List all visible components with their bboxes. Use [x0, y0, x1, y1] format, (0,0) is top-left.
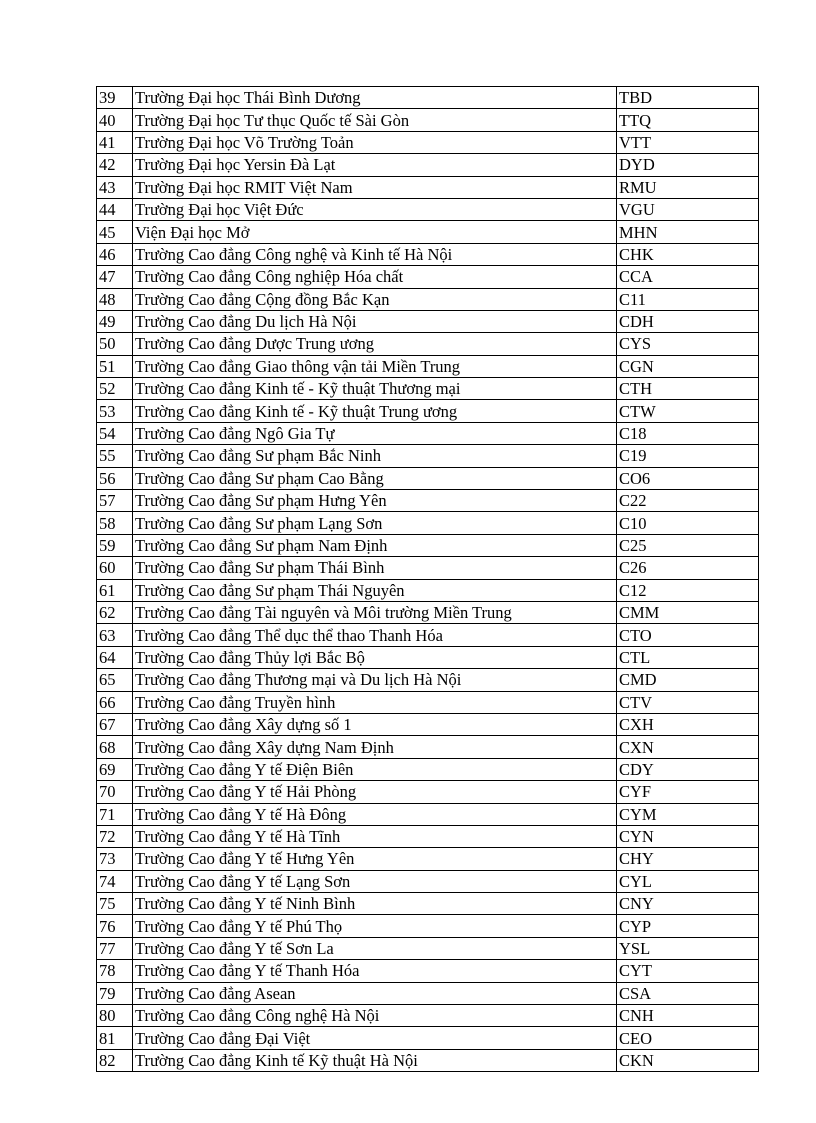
table-row: [97, 467, 759, 489]
school-name-cell: Trường Cao đẳng Y tế Sơn La: [133, 937, 617, 959]
table-row: [97, 937, 759, 959]
school-name-cell: Trường Đại học Tư thục Quốc tế Sài Gòn: [133, 109, 617, 131]
school-name-cell: Trường Cao đẳng Thủy lợi Bắc Bộ: [133, 646, 617, 668]
table-row: [97, 601, 759, 623]
school-name-cell: Trường Cao đẳng Sư phạm Bắc Ninh: [133, 445, 617, 467]
row-number-cell: 69: [97, 758, 133, 780]
table-row: [97, 870, 759, 892]
school-name-cell: Trường Cao đẳng Sư phạm Thái Bình: [133, 557, 617, 579]
row-number-cell: 61: [97, 579, 133, 601]
school-name-cell: Viện Đại học Mở: [133, 221, 617, 243]
school-code-cell: C25: [617, 534, 759, 556]
row-number-cell: 42: [97, 154, 133, 176]
school-name-cell: Trường Cao đẳng Giao thông vận tải Miền Trung: [133, 355, 617, 377]
row-number-cell: 56: [97, 467, 133, 489]
school-code-cell: CNY: [617, 893, 759, 915]
row-number-cell: 82: [97, 1049, 133, 1071]
row-number-cell: 41: [97, 131, 133, 153]
school-code-cell: C19: [617, 445, 759, 467]
row-number-cell: 58: [97, 512, 133, 534]
school-code-cell: CNH: [617, 1005, 759, 1027]
row-number-cell: 74: [97, 870, 133, 892]
row-number-cell: 67: [97, 713, 133, 735]
row-number-cell: 44: [97, 198, 133, 220]
school-code-cell: CYM: [617, 803, 759, 825]
school-name-cell: Trường Đại học Việt Đức: [133, 198, 617, 220]
school-code-cell: CMM: [617, 601, 759, 623]
school-name-cell: Trường Đại học Thái Bình Dương: [133, 87, 617, 109]
table-row: [97, 803, 759, 825]
row-number-cell: 70: [97, 781, 133, 803]
school-code-cell: C12: [617, 579, 759, 601]
row-number-cell: 40: [97, 109, 133, 131]
row-number-cell: 59: [97, 534, 133, 556]
table-row: [97, 1049, 759, 1071]
school-code-cell: C11: [617, 288, 759, 310]
school-code-table: [96, 86, 759, 1072]
school-code-cell: CXH: [617, 713, 759, 735]
row-number-cell: 79: [97, 982, 133, 1004]
school-name-cell: Trường Cao đẳng Sư phạm Nam Định: [133, 534, 617, 556]
school-code-cell: CYL: [617, 870, 759, 892]
table-row: [97, 288, 759, 310]
school-name-cell: Trường Cao đẳng Y tế Hà Tĩnh: [133, 825, 617, 847]
school-name-cell: Trường Cao đẳng Đại Việt: [133, 1027, 617, 1049]
row-number-cell: 47: [97, 266, 133, 288]
school-name-cell: Trường Cao đẳng Thể dục thể thao Thanh Hóa: [133, 624, 617, 646]
row-number-cell: 64: [97, 646, 133, 668]
table-row: [97, 198, 759, 220]
school-code-cell: CYT: [617, 960, 759, 982]
table-row: [97, 266, 759, 288]
school-code-cell: CGN: [617, 355, 759, 377]
school-code-cell: CDH: [617, 310, 759, 332]
school-code-cell: TTQ: [617, 109, 759, 131]
school-code-cell: CYN: [617, 825, 759, 847]
school-code-cell: VGU: [617, 198, 759, 220]
school-name-cell: Trường Cao đẳng Sư phạm Cao Bằng: [133, 467, 617, 489]
school-name-cell: Trường Đại học Võ Trường Toản: [133, 131, 617, 153]
table-row: [97, 982, 759, 1004]
row-number-cell: 80: [97, 1005, 133, 1027]
school-name-cell: Trường Đại học RMIT Việt Nam: [133, 176, 617, 198]
row-number-cell: 60: [97, 557, 133, 579]
table-row: [97, 691, 759, 713]
school-code-cell: CKN: [617, 1049, 759, 1071]
table-row: [97, 422, 759, 444]
school-name-cell: Trường Cao đẳng Cộng đồng Bắc Kạn: [133, 288, 617, 310]
table-row: [97, 669, 759, 691]
row-number-cell: 71: [97, 803, 133, 825]
school-code-cell: TBD: [617, 87, 759, 109]
table-row: [97, 960, 759, 982]
table-row: [97, 355, 759, 377]
school-code-cell: C10: [617, 512, 759, 534]
row-number-cell: 66: [97, 691, 133, 713]
school-name-cell: Trường Cao đẳng Du lịch Hà Nội: [133, 310, 617, 332]
table-row: [97, 1027, 759, 1049]
school-name-cell: Trường Cao đẳng Y tế Điện Biên: [133, 758, 617, 780]
table-row: [97, 87, 759, 109]
row-number-cell: 51: [97, 355, 133, 377]
school-name-cell: Trường Cao đẳng Asean: [133, 982, 617, 1004]
school-code-cell: DYD: [617, 154, 759, 176]
table-row: [97, 915, 759, 937]
row-number-cell: 76: [97, 915, 133, 937]
school-name-cell: Trường Cao đẳng Truyền hình: [133, 691, 617, 713]
school-code-cell: CTW: [617, 400, 759, 422]
table-row: [97, 333, 759, 355]
row-number-cell: 55: [97, 445, 133, 467]
row-number-cell: 43: [97, 176, 133, 198]
table-row: [97, 736, 759, 758]
school-name-cell: Trường Cao đẳng Sư phạm Hưng Yên: [133, 490, 617, 512]
table-row: [97, 131, 759, 153]
school-code-cell: CMD: [617, 669, 759, 691]
school-name-cell: Trường Cao đẳng Y tế Thanh Hóa: [133, 960, 617, 982]
table-row: [97, 781, 759, 803]
row-number-cell: 48: [97, 288, 133, 310]
table-row: [97, 490, 759, 512]
school-code-cell: VTT: [617, 131, 759, 153]
school-name-cell: Trường Cao đẳng Sư phạm Thái Nguyên: [133, 579, 617, 601]
school-code-cell: MHN: [617, 221, 759, 243]
school-code-cell: CHY: [617, 848, 759, 870]
row-number-cell: 52: [97, 378, 133, 400]
school-code-cell: CSA: [617, 982, 759, 1004]
school-code-cell: CXN: [617, 736, 759, 758]
school-code-cell: CDY: [617, 758, 759, 780]
table-row: [97, 221, 759, 243]
table-row: [97, 400, 759, 422]
table-row: [97, 646, 759, 668]
table-row: [97, 109, 759, 131]
school-name-cell: Trường Cao đẳng Y tế Hải Phòng: [133, 781, 617, 803]
school-name-cell: Trường Cao đẳng Kinh tế Kỹ thuật Hà Nội: [133, 1049, 617, 1071]
school-code-cell: CO6: [617, 467, 759, 489]
table-row: [97, 378, 759, 400]
table-row: [97, 534, 759, 556]
row-number-cell: 75: [97, 893, 133, 915]
table-row: [97, 624, 759, 646]
table-row: [97, 557, 759, 579]
row-number-cell: 50: [97, 333, 133, 355]
row-number-cell: 57: [97, 490, 133, 512]
school-name-cell: Trường Đại học Yersin Đà Lạt: [133, 154, 617, 176]
school-name-cell: Trường Cao đẳng Y tế Hà Đông: [133, 803, 617, 825]
row-number-cell: 45: [97, 221, 133, 243]
school-code-cell: CTL: [617, 646, 759, 668]
row-number-cell: 62: [97, 601, 133, 623]
row-number-cell: 68: [97, 736, 133, 758]
school-code-cell: RMU: [617, 176, 759, 198]
school-name-cell: Trường Cao đẳng Ngô Gia Tự: [133, 422, 617, 444]
school-code-cell: CYF: [617, 781, 759, 803]
table-body: [97, 87, 759, 1072]
row-number-cell: 78: [97, 960, 133, 982]
row-number-cell: 73: [97, 848, 133, 870]
table-row: [97, 154, 759, 176]
school-name-cell: Trường Cao đẳng Y tế Hưng Yên: [133, 848, 617, 870]
table-row: [97, 176, 759, 198]
table-row: [97, 445, 759, 467]
school-name-cell: Trường Cao đẳng Thương mại và Du lịch Hà Nội: [133, 669, 617, 691]
table-row: [97, 1005, 759, 1027]
row-number-cell: 54: [97, 422, 133, 444]
school-code-cell: CTH: [617, 378, 759, 400]
school-code-cell: CHK: [617, 243, 759, 265]
school-name-cell: Trường Cao đẳng Y tế Ninh Bình: [133, 893, 617, 915]
row-number-cell: 81: [97, 1027, 133, 1049]
table-row: [97, 825, 759, 847]
table-row: [97, 713, 759, 735]
school-name-cell: Trường Cao đẳng Công nghệ và Kinh tế Hà Nội: [133, 243, 617, 265]
school-name-cell: Trường Cao đẳng Kinh tế - Kỹ thuật Thương mại: [133, 378, 617, 400]
row-number-cell: 65: [97, 669, 133, 691]
table-row: [97, 848, 759, 870]
school-code-cell: YSL: [617, 937, 759, 959]
row-number-cell: 49: [97, 310, 133, 332]
table-row: [97, 310, 759, 332]
school-name-cell: Trường Cao đẳng Công nghiệp Hóa chất: [133, 266, 617, 288]
row-number-cell: 77: [97, 937, 133, 959]
table-row: [97, 758, 759, 780]
school-code-cell: CYP: [617, 915, 759, 937]
school-code-cell: C22: [617, 490, 759, 512]
row-number-cell: 63: [97, 624, 133, 646]
school-code-cell: CYS: [617, 333, 759, 355]
school-name-cell: Trường Cao đẳng Kinh tế - Kỹ thuật Trung ương: [133, 400, 617, 422]
school-name-cell: Trường Cao đẳng Tài nguyên và Môi trường Miền Trung: [133, 601, 617, 623]
row-number-cell: 39: [97, 87, 133, 109]
school-name-cell: Trường Cao đẳng Sư phạm Lạng Sơn: [133, 512, 617, 534]
school-code-cell: C26: [617, 557, 759, 579]
school-name-cell: Trường Cao đẳng Y tế Lạng Sơn: [133, 870, 617, 892]
school-name-cell: Trường Cao đẳng Xây dựng số 1: [133, 713, 617, 735]
school-name-cell: Trường Cao đẳng Công nghệ Hà Nội: [133, 1005, 617, 1027]
school-code-cell: CTO: [617, 624, 759, 646]
table-row: [97, 579, 759, 601]
school-name-cell: Trường Cao đẳng Xây dựng Nam Định: [133, 736, 617, 758]
school-code-cell: CEO: [617, 1027, 759, 1049]
school-name-cell: Trường Cao đẳng Y tế Phú Thọ: [133, 915, 617, 937]
school-code-cell: CTV: [617, 691, 759, 713]
row-number-cell: 72: [97, 825, 133, 847]
school-name-cell: Trường Cao đẳng Dược Trung ương: [133, 333, 617, 355]
school-code-cell: C18: [617, 422, 759, 444]
row-number-cell: 46: [97, 243, 133, 265]
row-number-cell: 53: [97, 400, 133, 422]
school-code-cell: CCA: [617, 266, 759, 288]
table-row: [97, 512, 759, 534]
table-row: [97, 243, 759, 265]
table-row: [97, 893, 759, 915]
